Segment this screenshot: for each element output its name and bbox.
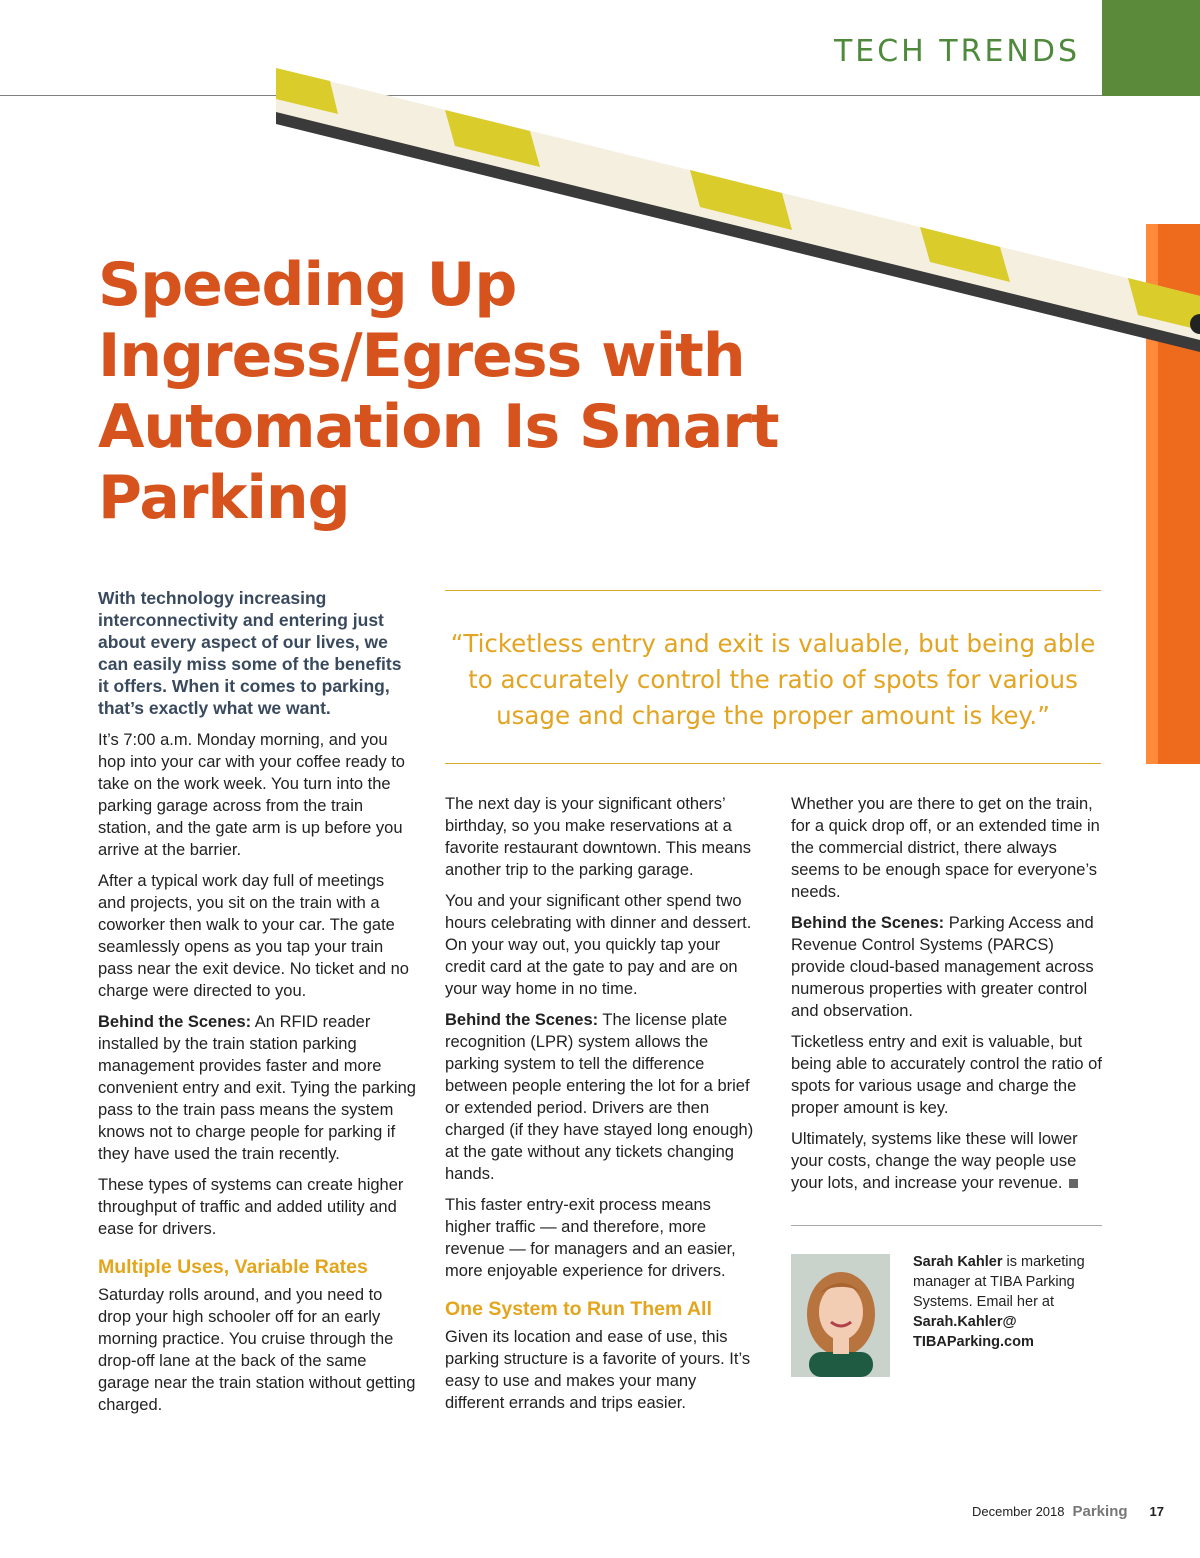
column-2 — [445, 793, 760, 1423]
paragraph-lead: Behind the Scenes: — [791, 914, 945, 932]
paragraph-body: The license plate recognition (LPR) system allows the parking system to tell the difference between people entering the lot for a brief or extended period. Drivers are then charged (if they have stayed long enough) at the gate without any tickets changing hands. — [445, 1011, 754, 1183]
author-rule — [791, 1225, 1102, 1226]
paragraph-lead: Behind the Scenes: — [98, 1013, 252, 1031]
paragraph: You and your significant other spend two hours celebrating with dinner and dessert. On your way out, you quickly tap your credit card at the gate to pay and are on your way home in no time. — [445, 892, 752, 998]
paragraph-lead: Behind the Scenes: — [445, 1011, 599, 1029]
intro-paragraph: With technology increasing interconnectivity and entering just about every aspect of our lives, we can easily miss some of the benefits it offers. When it comes to parking, that’s exactly what we want. — [98, 588, 402, 718]
paragraph — [445, 1009, 760, 1185]
author-email: Sarah.Kahler@ TIBAParking.com — [913, 1314, 1034, 1350]
paragraph: Ticketless entry and exit is valuable, but being able to accurately control the ratio of spots for various usage and charge the proper amount is key. — [791, 1033, 1102, 1117]
paragraph: The next day is your significant others’ birthday, so you make reservations at a favorite restaurant downtown. This means another trip to the parking garage. — [445, 795, 752, 879]
paragraph — [98, 1011, 416, 1165]
paragraph: These types of systems can create higher throughput of traffic and added utility and ease for drivers. — [98, 1176, 404, 1238]
paragraph: After a typical work day full of meetings and projects, you sit on the train with a coworker then walk to your car. The gate seamlessly opens as you tap your train pass near the exit device. No ticket and no charge were directed to you. — [98, 872, 409, 1000]
paragraph-body: Ultimately, systems like these will lower your costs, change the way people use your lots, and increase your revenue. — [791, 1130, 1078, 1192]
author-portrait — [791, 1254, 890, 1377]
end-mark-icon — [1069, 1179, 1078, 1188]
paragraph — [791, 912, 1103, 1022]
column-1 — [98, 587, 416, 1425]
paragraph: Given its location and ease of use, this parking structure is a favorite of yours. It’s easy to use and makes your many different errands and trips easier. — [445, 1328, 751, 1412]
issue-date: December 2018 — [972, 1504, 1065, 1519]
paragraph: Saturday rolls around, and you need to drop your high schooler off for an early morning practice. You cruise through the drop-off lane at the back of the same garage near the train station without getting charged. — [98, 1286, 416, 1414]
subhead: Multiple Uses, Variable Rates — [98, 1256, 368, 1278]
pullquote: “Ticketless entry and exit is valuable, but being able to accurately control the ratio of spots for various usage and charge the proper amount is key.” — [450, 629, 1096, 730]
paragraph-body: An RFID reader installed by the train station parking management provides faster and more convenient entry and exit. Tying the parking pass to the train pass means the system knows not to charge people for parking if they have used the train recently. — [98, 1013, 416, 1163]
paragraph — [791, 1128, 1103, 1194]
title-line: Automation Is Smart Parking — [98, 392, 779, 533]
section-label: TECH TRENDS — [833, 34, 1080, 69]
magazine-name: Parking — [1072, 1503, 1128, 1520]
page-footer — [972, 1503, 1164, 1520]
author-name: Sarah Kahler — [913, 1254, 1003, 1270]
pullquote-rule-bottom — [445, 763, 1101, 764]
column-3 — [791, 793, 1103, 1203]
article-title — [98, 250, 918, 534]
author-bio-text: is marketing manager at TIBA Parking Systems. Email her at — [913, 1254, 1085, 1310]
page-number: 17 — [1149, 1504, 1164, 1519]
author-bio — [913, 1252, 1113, 1352]
paragraph: It’s 7:00 a.m. Monday morning, and you hop into your car with your coffee ready to take on the work week. You turn into the parking garage across from the train station, and the gate arm is up before you arrive at the barrier. — [98, 731, 405, 859]
pullquote-rule-top — [445, 590, 1101, 591]
title-line: Speeding Up — [98, 250, 517, 320]
paragraph-body: Parking Access and Revenue Control Systems (PARCS) provide cloud-based management across numerous properties with greater control and observation. — [791, 914, 1094, 1020]
author-photo — [791, 1254, 890, 1377]
paragraph: Whether you are there to get on the train, for a quick drop off, or an extended time in the commercial district, there always seems to be enough space for everyone’s needs. — [791, 795, 1100, 901]
title-line: Ingress/Egress with — [98, 321, 745, 391]
subhead: One System to Run Them All — [445, 1298, 712, 1320]
paragraph: This faster entry-exit process means higher traffic — and therefore, more revenue — for managers and an easier, more enjoyable experience for drivers. — [445, 1196, 736, 1280]
